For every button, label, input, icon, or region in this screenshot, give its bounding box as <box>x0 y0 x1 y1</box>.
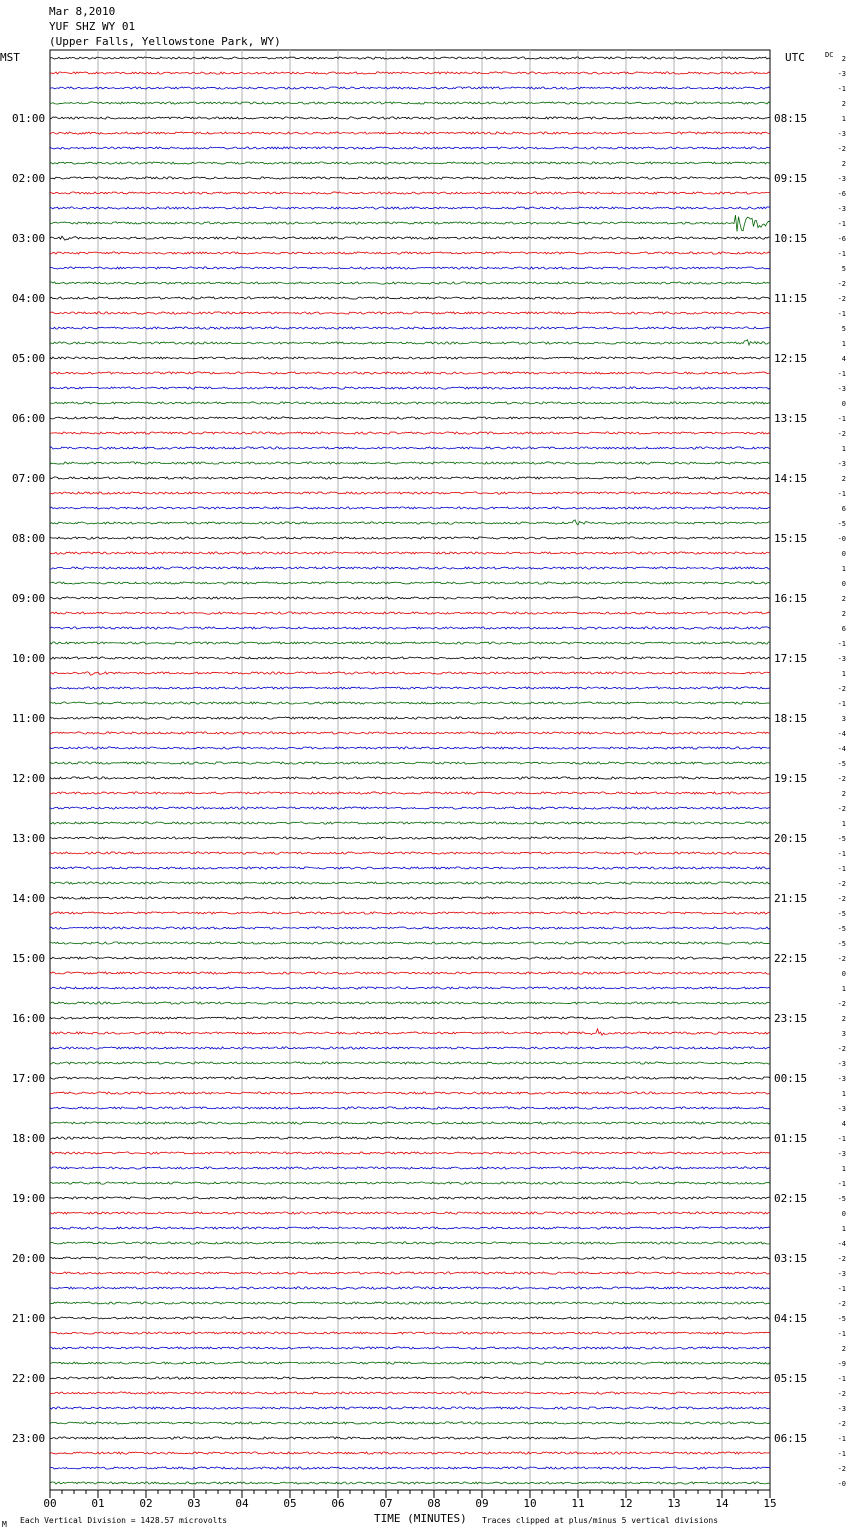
dc-offset-label: -5 <box>837 760 846 768</box>
station-label: YUF SHZ WY 01 <box>49 20 136 33</box>
dc-offset-label: 0 <box>841 400 846 408</box>
seismic-trace <box>50 177 770 179</box>
dc-offset-label: -4 <box>837 745 846 753</box>
seismic-trace <box>50 87 770 89</box>
seismic-trace <box>50 1029 770 1036</box>
seismic-trace <box>50 1257 770 1259</box>
seismic-trace <box>50 627 770 629</box>
dc-offset-label: -1 <box>837 415 846 423</box>
utc-hour-label: 04:15 <box>774 1312 808 1325</box>
utc-hour-label: 08:15 <box>774 112 808 125</box>
seismic-trace <box>50 387 770 389</box>
seismic-trace <box>50 282 770 284</box>
seismic-trace <box>50 1332 770 1334</box>
dc-offset-label: 2 <box>841 1345 846 1353</box>
seismic-trace <box>50 1002 770 1004</box>
dc-offset-label: -1 <box>837 220 846 228</box>
seismic-trace <box>50 1197 770 1199</box>
x-tick-label: 13 <box>667 1497 681 1510</box>
dc-offset-label: -2 <box>837 430 846 438</box>
mst-hour-label: 13:00 <box>12 832 46 845</box>
dc-offset-label: -2 <box>837 1255 846 1263</box>
dc-offset-label: 1 <box>841 820 846 828</box>
x-tick-label: 04 <box>235 1497 249 1510</box>
dc-offset-label: -9 <box>837 1360 846 1368</box>
dc-offset-label: -1 <box>837 1285 846 1293</box>
clipping-note: Traces clipped at plus/minus 5 vertical divisions <box>482 1516 719 1525</box>
seismic-trace <box>50 372 770 374</box>
dc-offset-label: 2 <box>841 55 846 63</box>
seismic-trace <box>50 1077 770 1079</box>
utc-hour-label: 10:15 <box>774 232 808 245</box>
x-axis-title: TIME (MINUTES) <box>374 1512 467 1525</box>
utc-hour-label: 17:15 <box>774 652 808 665</box>
seismic-trace <box>50 927 770 929</box>
x-tick-label: 11 <box>571 1497 585 1510</box>
dc-offset-label: 1 <box>841 115 846 123</box>
mst-hour-label: 08:00 <box>12 532 46 545</box>
x-tick-label: 07 <box>379 1497 393 1510</box>
dc-offset-label: 2 <box>841 790 846 798</box>
mst-hour-label: 22:00 <box>12 1372 46 1385</box>
utc-hour-label: 03:15 <box>774 1252 808 1265</box>
date-label: Mar 8,2010 <box>49 5 116 18</box>
seismic-trace <box>50 327 770 329</box>
seismic-trace <box>50 117 770 119</box>
seismic-trace <box>50 477 770 479</box>
seismic-trace <box>50 807 770 809</box>
dc-offset-label: -3 <box>837 1075 846 1083</box>
dc-offset-label: -1 <box>837 1330 846 1338</box>
dc-offset-label: -2 <box>837 775 846 783</box>
x-tick-label: 09 <box>475 1497 489 1510</box>
seismic-trace <box>50 657 770 659</box>
dc-offset-label: 1 <box>841 340 846 348</box>
utc-hour-label: 15:15 <box>774 532 808 545</box>
utc-hour-label: 09:15 <box>774 172 808 185</box>
dc-offset-label: -1 <box>837 1375 846 1383</box>
seismic-trace <box>50 762 770 764</box>
x-tick-label: 03 <box>187 1497 201 1510</box>
seismic-trace <box>50 1182 770 1184</box>
dc-offset-label: 1 <box>841 670 846 678</box>
seismic-trace <box>50 582 770 584</box>
utc-hour-label: 20:15 <box>774 832 808 845</box>
seismic-trace <box>50 520 770 525</box>
dc-offset-label: -2 <box>837 685 846 693</box>
mst-hour-label: 19:00 <box>12 1192 46 1205</box>
mst-hour-label: 20:00 <box>12 1252 46 1265</box>
utc-hour-labels <box>774 112 807 1445</box>
dc-offset-label: -5 <box>837 1195 846 1203</box>
dc-offset-label: -1 <box>837 700 846 708</box>
dc-offset-label: 6 <box>841 625 846 633</box>
seismic-trace <box>50 537 770 539</box>
seismic-trace <box>50 162 770 164</box>
dc-offset-label: -1 <box>837 1180 846 1188</box>
seismic-trace <box>50 357 770 359</box>
dc-offset-label: -2 <box>837 1390 846 1398</box>
seismic-trace <box>50 192 770 194</box>
dc-offset-label: -3 <box>837 1270 846 1278</box>
utc-hour-label: 14:15 <box>774 472 808 485</box>
seismic-trace <box>50 1167 770 1169</box>
mst-hour-label: 05:00 <box>12 352 46 365</box>
utc-title: UTC <box>785 51 805 64</box>
seismic-trace <box>50 717 770 719</box>
time-axis <box>43 1490 776 1510</box>
plot-frame <box>50 50 770 1490</box>
x-tick-label: 06 <box>331 1497 345 1510</box>
dc-offset-label: -1 <box>837 865 846 873</box>
mst-hour-label: 18:00 <box>12 1132 46 1145</box>
utc-hour-label: 00:15 <box>774 1072 808 1085</box>
seismic-trace <box>50 612 770 614</box>
dc-offset-label: -6 <box>837 235 846 243</box>
dc-offset-label: -2 <box>837 805 846 813</box>
utc-hour-label: 12:15 <box>774 352 808 365</box>
dc-offset-label: -2 <box>837 1000 846 1008</box>
seismic-trace <box>50 147 770 149</box>
dc-offset-label: 1 <box>841 445 846 453</box>
dc-offset-label: -2 <box>837 1465 846 1473</box>
dc-offset-label: 1 <box>841 1165 846 1173</box>
dc-offset-label: -4 <box>837 730 846 738</box>
seismic-trace <box>50 57 770 59</box>
seismic-trace <box>50 897 770 899</box>
dc-offset-label: -1 <box>837 1450 846 1458</box>
mst-hour-label: 21:00 <box>12 1312 46 1325</box>
mst-title: MST <box>0 51 20 64</box>
dc-offset-label: -1 <box>837 640 846 648</box>
dc-offset-label: -3 <box>837 130 846 138</box>
dc-offset-label: -2 <box>837 145 846 153</box>
corner-mark: M <box>2 1520 7 1529</box>
seismic-trace <box>50 1152 770 1154</box>
dc-offset-label: 1 <box>841 985 846 993</box>
seismic-trace <box>50 1062 770 1064</box>
seismic-trace <box>50 447 770 449</box>
utc-hour-label: 19:15 <box>774 772 808 785</box>
seismic-trace <box>50 312 770 314</box>
seismic-trace <box>50 1242 770 1244</box>
seismic-trace <box>50 912 770 914</box>
dc-offset-label: 1 <box>841 1090 846 1098</box>
seismic-trace <box>50 1212 770 1214</box>
seismic-trace <box>50 1317 770 1319</box>
seismic-trace <box>50 597 770 599</box>
seismic-trace <box>50 417 770 419</box>
dc-offset-label: -2 <box>837 1045 846 1053</box>
dc-offset-label: -1 <box>837 1135 846 1143</box>
seismic-trace <box>50 297 770 299</box>
seismic-trace <box>50 1137 770 1139</box>
seismic-trace <box>50 1362 770 1364</box>
dc-offset-label: -3 <box>837 1105 846 1113</box>
minute-grid <box>50 50 770 1490</box>
seismic-trace <box>50 837 770 839</box>
utc-hour-label: 06:15 <box>774 1432 808 1445</box>
dc-offset-label: -2 <box>837 1420 846 1428</box>
seismic-trace <box>50 402 770 404</box>
seismic-trace <box>50 1122 770 1124</box>
x-tick-label: 08 <box>427 1497 441 1510</box>
location-label: (Upper Falls, Yellowstone Park, WY) <box>49 35 281 48</box>
seismic-trace <box>50 1482 770 1484</box>
mst-hour-label: 09:00 <box>12 592 46 605</box>
x-tick-label: 05 <box>283 1497 297 1510</box>
dc-offset-label: 2 <box>841 100 846 108</box>
dc-offset-label: -1 <box>837 250 846 258</box>
seismic-trace <box>50 72 770 74</box>
dc-offset-label: -1 <box>837 310 846 318</box>
seismic-trace <box>50 1467 770 1469</box>
seismic-trace <box>50 852 770 854</box>
mst-hour-label: 16:00 <box>12 1012 46 1025</box>
utc-hour-label: 05:15 <box>774 1372 808 1385</box>
x-tick-label: 02 <box>139 1497 153 1510</box>
dc-offset-label: 0 <box>841 580 846 588</box>
mst-hour-label: 12:00 <box>12 772 46 785</box>
dc-offset-label: 3 <box>841 715 846 723</box>
mst-hour-label: 02:00 <box>12 172 46 185</box>
dc-offset-label: -3 <box>837 655 846 663</box>
utc-hour-label: 21:15 <box>774 892 808 905</box>
seismic-trace <box>50 1017 770 1019</box>
dc-offset-label: 5 <box>841 325 846 333</box>
seismic-trace <box>50 972 770 974</box>
seismic-trace <box>50 492 770 494</box>
dc-offset-label: 6 <box>841 505 846 513</box>
seismic-trace <box>50 732 770 734</box>
seismic-trace <box>50 215 770 231</box>
seismic-trace <box>50 236 770 240</box>
mst-hour-label: 03:00 <box>12 232 46 245</box>
seismic-trace <box>50 267 770 269</box>
dc-offset-label: 2 <box>841 1015 846 1023</box>
seismic-trace <box>50 207 770 209</box>
dc-offset-label: 1 <box>841 1225 846 1233</box>
dc-title: DC <box>825 51 834 59</box>
seismic-trace <box>50 642 770 644</box>
seismic-trace <box>50 1227 770 1229</box>
x-tick-label: 12 <box>619 1497 633 1510</box>
x-tick-label: 00 <box>43 1497 57 1510</box>
dc-offset-label: -2 <box>837 895 846 903</box>
seismic-trace <box>50 792 770 794</box>
mst-hour-label: 07:00 <box>12 472 46 485</box>
seismic-trace <box>50 1422 770 1424</box>
seismic-traces <box>50 57 770 1484</box>
dc-offset-label: -3 <box>837 70 846 78</box>
seismic-trace <box>50 1452 770 1454</box>
seismic-trace <box>50 1377 770 1379</box>
seismic-trace <box>50 1302 770 1304</box>
dc-offset-label: 2 <box>841 610 846 618</box>
dc-offset-label: -1 <box>837 490 846 498</box>
dc-offset-label: -3 <box>837 205 846 213</box>
seismic-trace <box>50 1047 770 1049</box>
x-tick-label: 15 <box>763 1497 777 1510</box>
dc-offset-label: -1 <box>837 1435 846 1443</box>
mst-hour-label: 15:00 <box>12 952 46 965</box>
dc-offset-label: 0 <box>841 970 846 978</box>
seismic-trace <box>50 942 770 944</box>
utc-hour-label: 22:15 <box>774 952 808 965</box>
dc-offset-label: 0 <box>841 550 846 558</box>
dc-offset-label: -0 <box>837 535 846 543</box>
dc-offset-label: -3 <box>837 1060 846 1068</box>
utc-hour-label: 23:15 <box>774 1012 808 1025</box>
seismic-trace <box>50 702 770 704</box>
dc-offset-label: -3 <box>837 1150 846 1158</box>
x-tick-label: 14 <box>715 1497 729 1510</box>
seismic-trace <box>50 132 770 134</box>
dc-offset-label: -5 <box>837 910 846 918</box>
x-tick-label: 10 <box>523 1497 537 1510</box>
dc-offset-label: -0 <box>837 1480 846 1488</box>
seismic-trace <box>50 687 770 689</box>
mst-hour-label: 14:00 <box>12 892 46 905</box>
dc-offset-label: -5 <box>837 940 846 948</box>
dc-offset-label: 2 <box>841 475 846 483</box>
seismic-trace <box>50 567 770 569</box>
seismic-trace <box>50 252 770 254</box>
seismic-trace <box>50 507 770 509</box>
utc-hour-label: 02:15 <box>774 1192 808 1205</box>
seismic-trace <box>50 1392 770 1394</box>
seismic-trace <box>50 987 770 989</box>
mst-hour-label: 17:00 <box>12 1072 46 1085</box>
dc-offset-label: -5 <box>837 1315 846 1323</box>
dc-offset-label: -2 <box>837 1300 846 1308</box>
x-tick-label: 01 <box>91 1497 105 1510</box>
dc-offset-label: -2 <box>837 955 846 963</box>
mst-hour-label: 06:00 <box>12 412 46 425</box>
dc-offset-label: -3 <box>837 1405 846 1413</box>
seismic-trace <box>50 102 770 104</box>
seismic-trace <box>50 1437 770 1439</box>
seismic-trace <box>50 1347 770 1349</box>
dc-offset-label: -2 <box>837 295 846 303</box>
seismic-trace <box>50 777 770 779</box>
utc-hour-label: 16:15 <box>774 592 808 605</box>
mst-hour-label: 11:00 <box>12 712 46 725</box>
mst-hour-label: 01:00 <box>12 112 46 125</box>
utc-hour-label: 18:15 <box>774 712 808 725</box>
dc-offset-label: -5 <box>837 520 846 528</box>
seismic-trace <box>50 867 770 869</box>
dc-offset-label: -3 <box>837 175 846 183</box>
dc-offset-label: -4 <box>837 1240 846 1248</box>
dc-offset-labels <box>838 55 846 1488</box>
seismic-trace <box>50 747 770 749</box>
dc-offset-label: 5 <box>841 265 846 273</box>
dc-offset-label: -6 <box>837 190 846 198</box>
seismic-trace <box>50 462 770 464</box>
seismic-trace <box>50 1407 770 1409</box>
utc-hour-label: 13:15 <box>774 412 808 425</box>
dc-offset-label: -1 <box>837 850 846 858</box>
dc-offset-label: 0 <box>841 1210 846 1218</box>
utc-hour-label: 11:15 <box>774 292 808 305</box>
seismic-trace <box>50 340 770 345</box>
seismic-trace <box>50 882 770 884</box>
seismic-trace <box>50 432 770 434</box>
seismic-trace <box>50 1107 770 1109</box>
mst-hour-labels <box>12 112 45 1445</box>
seismic-trace <box>50 672 770 676</box>
seismic-trace <box>50 1092 770 1094</box>
seismic-trace <box>50 822 770 824</box>
dc-offset-label: -1 <box>837 370 846 378</box>
vertical-division-note: Each Vertical Division = 1428.57 microvolts <box>20 1516 228 1525</box>
mst-hour-label: 23:00 <box>12 1432 46 1445</box>
dc-offset-label: -5 <box>837 835 846 843</box>
dc-offset-label: -5 <box>837 925 846 933</box>
dc-offset-label: 2 <box>841 160 846 168</box>
dc-offset-label: 3 <box>841 1030 846 1038</box>
dc-offset-label: -3 <box>837 460 846 468</box>
mst-hour-label: 10:00 <box>12 652 46 665</box>
seismic-trace <box>50 1272 770 1274</box>
dc-offset-label: -2 <box>837 880 846 888</box>
dc-offset-label: -2 <box>837 280 846 288</box>
dc-offset-label: 1 <box>841 565 846 573</box>
dc-offset-label: 4 <box>841 355 846 363</box>
dc-offset-label: 4 <box>841 1120 846 1128</box>
seismic-trace <box>50 552 770 554</box>
mst-hour-label: 04:00 <box>12 292 46 305</box>
dc-offset-label: -1 <box>837 85 846 93</box>
seismic-trace <box>50 957 770 959</box>
dc-offset-label: -3 <box>837 385 846 393</box>
seismic-trace <box>50 1287 770 1289</box>
dc-offset-label: 2 <box>841 595 846 603</box>
utc-hour-label: 01:15 <box>774 1132 808 1145</box>
